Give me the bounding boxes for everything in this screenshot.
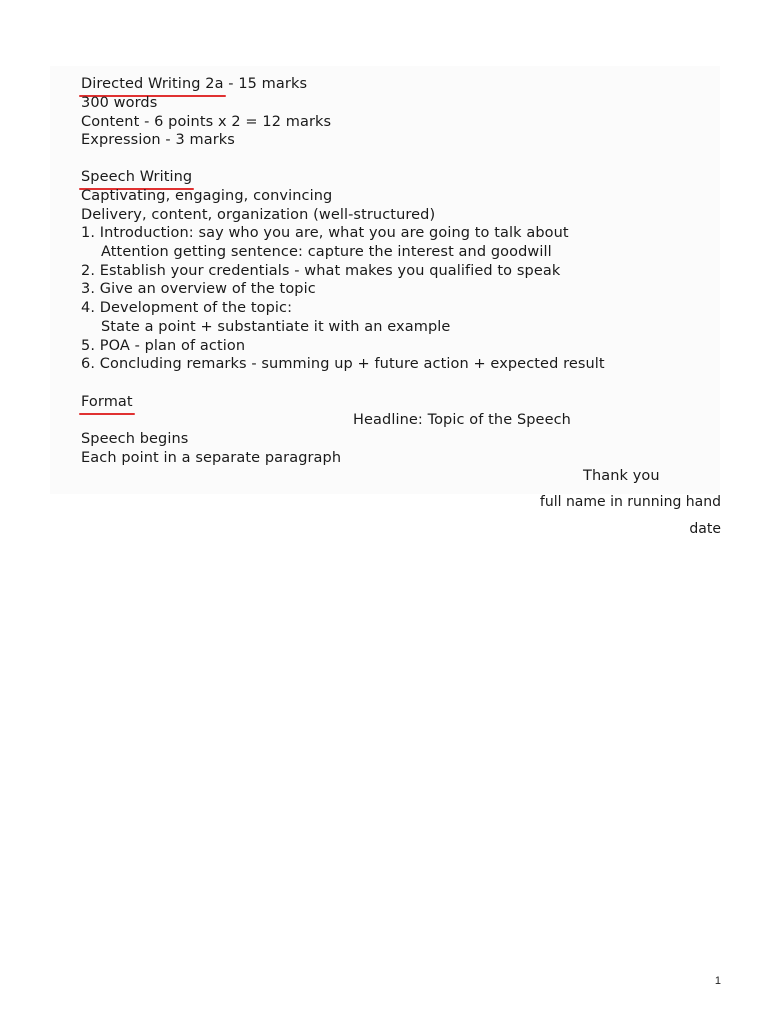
directed-writing-heading-line	[81, 75, 307, 94]
red-underline	[79, 413, 135, 415]
speech-writing-heading-line	[81, 168, 192, 187]
page-number: 1	[714, 975, 721, 987]
content-marks-line: Content - 6 points x 2 = 12 marks	[81, 114, 332, 130]
speech-writing-heading-text: Speech Writing	[81, 169, 193, 185]
step-2-line: 2. Establish your credentials - what makes you qualified to speak	[81, 263, 561, 279]
speech-begins-line: Speech begins	[81, 431, 189, 447]
word-count-line: 300 words	[81, 95, 158, 111]
format-heading-line	[81, 393, 133, 412]
format-heading-text: Format	[81, 394, 133, 410]
thank-you-line: Thank you	[583, 468, 660, 484]
directed-writing-marks: - 15 marks	[223, 76, 308, 92]
speech-writing-heading	[81, 168, 192, 187]
step-3-line: 3. Give an overview of the topic	[81, 281, 316, 297]
format-heading	[81, 393, 133, 412]
step-6-line: 6. Concluding remarks - summing up + future action + expected result	[81, 356, 605, 372]
date-line: date	[689, 521, 721, 537]
step-5-line: 5. POA - plan of action	[81, 338, 246, 354]
step-1-line: 1. Introduction: say who you are, what you are going to talk about	[81, 225, 569, 241]
speech-qualities-line: Captivating, engaging, convincing	[81, 188, 333, 204]
step-4-line: 4. Development of the topic:	[81, 300, 293, 316]
headline-line: Headline: Topic of the Speech	[353, 412, 571, 428]
directed-writing-heading-text: Directed Writing 2a	[81, 76, 224, 92]
signature-line: full name in running hand	[539, 494, 721, 510]
speech-aspects-line: Delivery, content, organization (well-structured)	[81, 207, 436, 223]
step-4-detail-line: State a point + substantiate it with an example	[101, 319, 451, 335]
step-1-detail-line: Attention getting sentence: capture the interest and goodwill	[101, 244, 552, 260]
paragraph-rule-line: Each point in a separate paragraph	[81, 450, 342, 466]
directed-writing-heading	[81, 75, 224, 94]
expression-marks-line: Expression - 3 marks	[81, 132, 235, 148]
